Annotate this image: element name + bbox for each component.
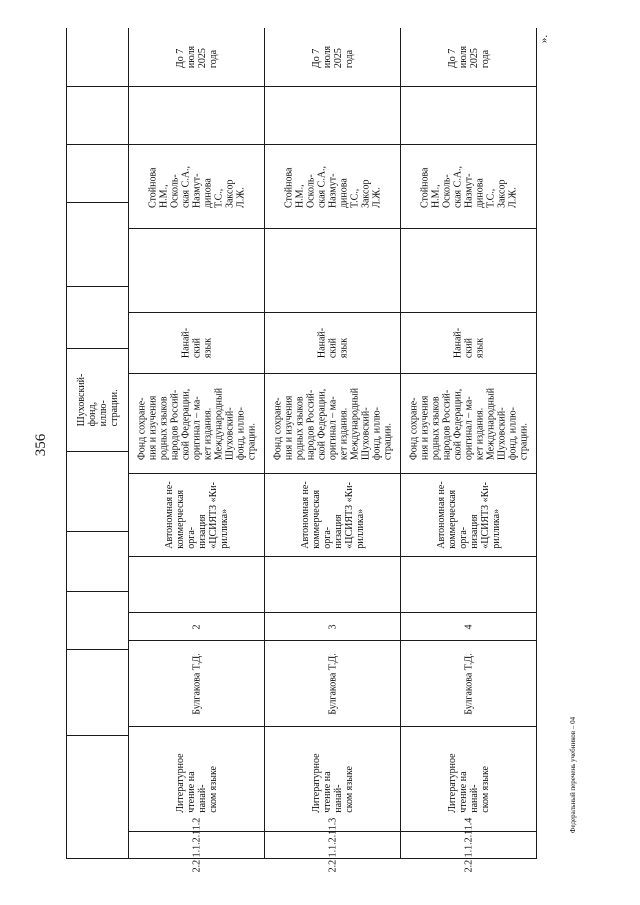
publisher-note: Шуховский- фонд, иллю- страции. [75,373,120,427]
cell-number [401,612,536,640]
code-text: 2.2.1.1.2.11.2 [191,817,202,873]
continuation-row [66,28,129,858]
cell-description [265,373,400,473]
author-text: Булгакова Т.Д. [463,652,474,715]
cell-author [129,640,264,726]
cell-author [67,649,128,735]
code-text: 2.2.1.1.2.11.3 [327,817,338,873]
author-text: Булгакова Т.Д. [191,652,202,715]
cell-publisher [401,473,536,556]
cell-code [401,817,536,873]
language-text: Нанай- ский язык [180,327,213,359]
cell-empty [265,86,400,144]
deadline-text: До 7 июля 2025 года [310,45,355,69]
footer-note: Федеральный перечень учебников – 04 [569,716,577,834]
cell-empty [67,86,128,144]
language-text: Нанай- ский язык [452,327,485,359]
cell-empty [129,228,264,312]
subject-text: Литературное чтение на нанай- ском языке [174,753,219,813]
cell-number [129,612,264,640]
developers-text: Стойнова Н.М., Осколь- ская С.А., Назмут- динова Т.С., Заксор Л.Ж. [147,165,246,208]
code-text: 2.2.1.1.2.11.4 [463,817,474,873]
cell-subject [265,726,400,831]
cell-empty [401,228,536,312]
cell-deadline [129,28,264,86]
cell-developers [265,144,400,228]
cell-description [129,373,264,473]
cell-description [67,348,128,451]
cell-deadline [265,28,400,86]
cell-empty [265,556,400,612]
publisher-text: Автономная не- коммерческая орга- низация «ЦСИЯТЗ «Ки- риллика» [435,481,502,549]
deadline-text: До 7 июля 2025 года [446,45,491,69]
description-text: Фонд сохране- ния и изучения родных языков народов Россий- ской Федерации, оригинал – ма- кет издания. Международный Шуховский- фонд, иллю- страции. [272,387,393,460]
cell-publisher [129,473,264,556]
number-text: 4 [463,624,474,629]
table-row [265,28,401,873]
closing-mark: ». [538,34,550,44]
table-row [129,28,265,873]
subject-text: Литературное чтение на нанай- ском языке [446,753,491,813]
cell-author [265,640,400,726]
author-text: Булгакова Т.Д. [327,652,338,715]
publisher-text: Автономная не- коммерческая орга- низация «ЦСИЯТЗ «Ки- риллика» [299,481,366,549]
cell-language [265,312,400,373]
cell-developers [401,144,536,228]
cell-empty [265,228,400,312]
cell-publisher [265,473,400,556]
subject-text: Литературное чтение на нанай- ском языке [310,753,355,813]
cell-empty [129,556,264,612]
cell-code [265,817,400,873]
cell-description [401,373,536,473]
cell-language [67,286,128,348]
cell-empty [67,531,128,591]
cell-empty [401,86,536,144]
number-text: 2 [191,624,202,629]
deadline-text: До 7 июля 2025 года [174,45,219,69]
developers-text: Стойнова Н.М., Осколь- ская С.А., Назмут- динова Т.С., Заксор Л.Ж. [283,165,382,208]
cell-subject [129,726,264,831]
cell-language [129,312,264,373]
description-text: Фонд сохране- ния и изучения родных языков народов Россий- ской Федерации, оригинал – ма- кет издания. Международный Шуховский- фонд, иллю- страции. [408,387,529,460]
cell-language [401,312,536,373]
cell-number [265,612,400,640]
number-text: 3 [327,624,338,629]
cell-empty [67,202,128,286]
cell-code [129,817,264,873]
cell-empty [401,556,536,612]
page-number: 356 [33,433,49,457]
description-text: Фонд сохране- ния и изучения родных языков народов Россий- ской Федерации, оригинал – ма- кет издания. Международный Шуховский- фонд, иллю- страции. [136,387,257,460]
cell-deadline [401,28,536,86]
publisher-text: Автономная не- коммерческая орга- низация «ЦСИЯТЗ «Ки- риллика» [163,481,230,549]
language-text: Нанай- ский язык [316,327,349,359]
cell-number [67,591,128,649]
cell-empty [129,86,264,144]
developers-text: Стойнова Н.М., Осколь- ская С.А., Назмут- динова Т.С., Заксор Л.Ж. [419,165,518,208]
cell-developers [129,144,264,228]
cell-deadline [67,28,128,86]
cell-publisher [67,451,128,531]
cell-author [401,640,536,726]
table-row [401,28,537,873]
cell-subject [401,726,536,831]
cell-developers [67,144,128,202]
cell-subject [67,735,128,855]
textbook-table [66,28,546,873]
table-bottom-border [66,858,537,859]
